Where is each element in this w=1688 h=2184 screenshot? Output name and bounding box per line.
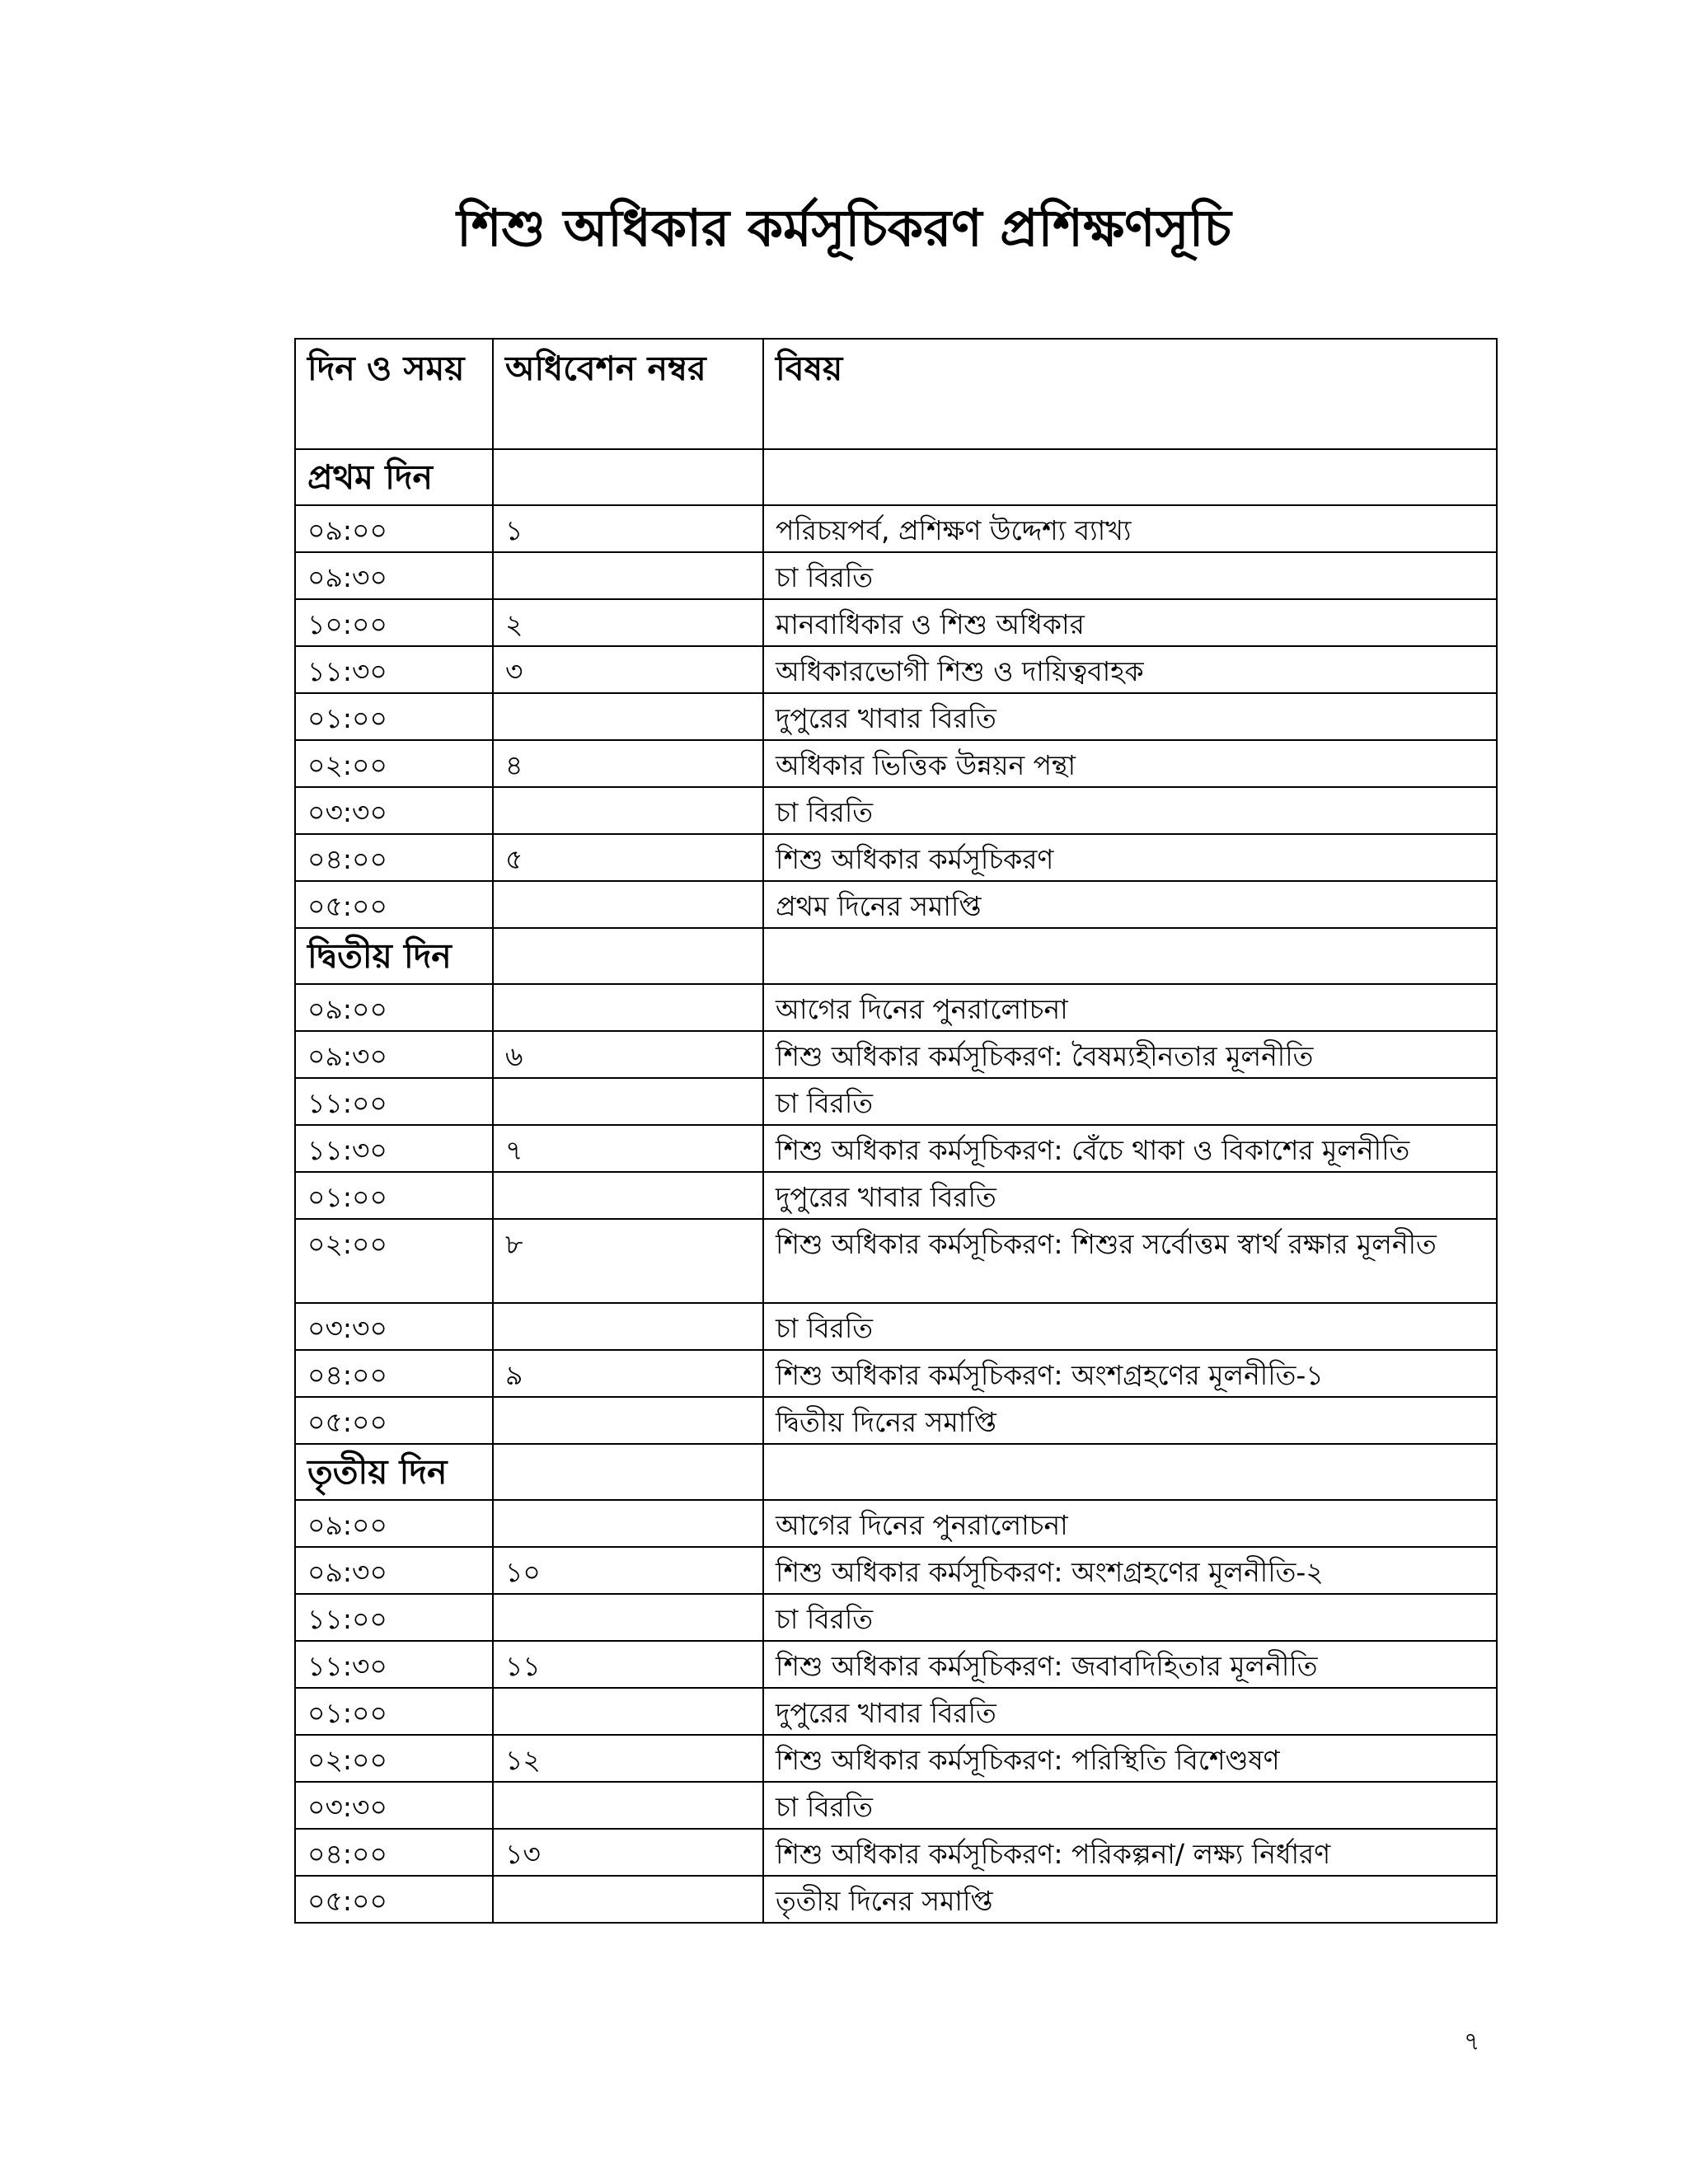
time-cell: ০৪:০০ [295, 1829, 493, 1876]
topic-cell: শিশু অধিকার কর্মসূচিকরণ: পরিস্থিতি বিশেণ্ডষণ [763, 1735, 1497, 1782]
topic-cell: তৃতীয় দিনের সমাপ্তি [763, 1876, 1497, 1923]
table-row [295, 1688, 1497, 1735]
session-number-cell [493, 1397, 763, 1444]
topic-cell: চা বিরতি [763, 1782, 1497, 1829]
empty-cell [493, 449, 763, 505]
time-cell: ০৩:৩০ [295, 1303, 493, 1350]
schedule-table-body [295, 339, 1497, 1923]
topic-cell: দুপুরের খাবার বিরতি [763, 1688, 1497, 1735]
table-row [295, 1782, 1497, 1829]
topic-cell: মানবাধিকার ও শিশু অধিকার [763, 599, 1497, 646]
header-day-time: দিন ও সময় [295, 339, 493, 449]
time-cell: ০৫:০০ [295, 1876, 493, 1923]
time-cell: ০২:০০ [295, 1735, 493, 1782]
session-number-cell: ৭ [493, 1125, 763, 1172]
table-row [295, 1735, 1497, 1782]
topic-cell: শিশু অধিকার কর্মসূচিকরণ: বেঁচে থাকা ও বিকাশের মূলনীতি [763, 1125, 1497, 1172]
time-cell: ১১:৩০ [295, 646, 493, 693]
empty-cell [493, 1444, 763, 1500]
session-number-cell [493, 1688, 763, 1735]
table-row [295, 1172, 1497, 1219]
day-label: প্রথম দিন [295, 449, 493, 505]
header-session-number: অধিবেশন নম্বর [493, 339, 763, 449]
time-cell: ০৫:০০ [295, 881, 493, 928]
table-row [295, 984, 1497, 1031]
topic-cell: শিশু অধিকার কর্মসূচিকরণ: অংশগ্রহণের মূলনীতি-২ [763, 1547, 1497, 1594]
table-row [295, 787, 1497, 834]
session-number-cell [493, 552, 763, 599]
topic-cell: শিশু অধিকার কর্মসূচিকরণ: বৈষম্যহীনতার মূলনীতি [763, 1031, 1497, 1078]
topic-cell: অধিকারভোগী শিশু ও দায়িত্ববাহক [763, 646, 1497, 693]
table-row [295, 834, 1497, 881]
topic-cell: চা বিরতি [763, 1078, 1497, 1125]
empty-cell [493, 928, 763, 984]
day-heading-row [295, 1444, 1497, 1500]
header-topic: বিষয় [763, 339, 1497, 449]
empty-cell [763, 449, 1497, 505]
table-row [295, 1829, 1497, 1876]
table-row [295, 740, 1497, 787]
table-header-row [295, 339, 1497, 449]
topic-cell: দুপুরের খাবার বিরতি [763, 693, 1497, 740]
table-row [295, 552, 1497, 599]
session-number-cell: ৮ [493, 1219, 763, 1303]
topic-cell: চা বিরতি [763, 552, 1497, 599]
session-number-cell [493, 1303, 763, 1350]
topic-cell: শিশু অধিকার কর্মসূচিকরণ [763, 834, 1497, 881]
session-number-cell: ৪ [493, 740, 763, 787]
time-cell: ০৯:০০ [295, 505, 493, 552]
time-cell: ০৯:৩০ [295, 1031, 493, 1078]
topic-cell: দ্বিতীয় দিনের সমাপ্তি [763, 1397, 1497, 1444]
table-row [295, 1547, 1497, 1594]
training-schedule-table [294, 338, 1498, 1924]
topic-cell: দুপুরের খাবার বিরতি [763, 1172, 1497, 1219]
session-number-cell [493, 1172, 763, 1219]
session-number-cell [493, 787, 763, 834]
time-cell: ১১:৩০ [295, 1641, 493, 1688]
session-number-cell [493, 881, 763, 928]
topic-cell: আগের দিনের পুনরালোচনা [763, 984, 1497, 1031]
day-label: দ্বিতীয় দিন [295, 928, 493, 984]
time-cell: ০১:০০ [295, 1172, 493, 1219]
page-title: শিশু অধিকার কর্মসূচিকরণ প্রশিক্ষণসূচি [457, 198, 1231, 258]
topic-cell: শিশু অধিকার কর্মসূচিকরণ: অংশগ্রহণের মূলনীতি-১ [763, 1350, 1497, 1397]
time-cell: ০১:০০ [295, 693, 493, 740]
topic-cell: চা বিরতি [763, 787, 1497, 834]
table-row [295, 1303, 1497, 1350]
table-row [295, 599, 1497, 646]
session-number-cell: ৫ [493, 834, 763, 881]
session-number-cell [493, 984, 763, 1031]
session-number-cell [493, 1500, 763, 1547]
session-number-cell [493, 1876, 763, 1923]
topic-cell: পরিচয়পর্ব, প্রশিক্ষণ উদ্দেশ্য ব্যাখ্য [763, 505, 1497, 552]
table-row [295, 1594, 1497, 1641]
session-number-cell [493, 1078, 763, 1125]
table-row [295, 1500, 1497, 1547]
table-row [295, 1031, 1497, 1078]
table-row [295, 646, 1497, 693]
table-row [295, 1125, 1497, 1172]
time-cell: ০৯:০০ [295, 1500, 493, 1547]
session-number-cell: ১২ [493, 1735, 763, 1782]
time-cell: ০৩:৩০ [295, 1782, 493, 1829]
day-heading-row [295, 449, 1497, 505]
empty-cell [763, 1444, 1497, 1500]
topic-cell: আগের দিনের পুনরালোচনা [763, 1500, 1497, 1547]
time-cell: ০২:০০ [295, 740, 493, 787]
time-cell: ০৪:০০ [295, 834, 493, 881]
session-number-cell: ৩ [493, 646, 763, 693]
table-row [295, 1641, 1497, 1688]
session-number-cell: ২ [493, 599, 763, 646]
time-cell: ১১:০০ [295, 1594, 493, 1641]
empty-cell [763, 928, 1497, 984]
table-row [295, 1350, 1497, 1397]
session-number-cell: ৬ [493, 1031, 763, 1078]
session-number-cell: ১ [493, 505, 763, 552]
page-number: ৭ [1464, 2027, 1480, 2056]
table-row [295, 693, 1497, 740]
session-number-cell: ৯ [493, 1350, 763, 1397]
topic-cell: অধিকার ভিত্তিক উন্নয়ন পন্থা [763, 740, 1497, 787]
time-cell: ১১:০০ [295, 1078, 493, 1125]
time-cell: ১১:৩০ [295, 1125, 493, 1172]
topic-cell: শিশু অধিকার কর্মসূচিকরণ: পরিকল্পনা/ লক্ষ্য নির্ধারণ [763, 1829, 1497, 1876]
topic-cell: চা বিরতি [763, 1303, 1497, 1350]
topic-cell: শিশু অধিকার কর্মসূচিকরণ: শিশুর সর্বোত্তম স্বার্থ রক্ষার মূলনীত [763, 1219, 1497, 1303]
topic-cell: চা বিরতি [763, 1594, 1497, 1641]
topic-cell: শিশু অধিকার কর্মসূচিকরণ: জবাবদিহিতার মূলনীতি [763, 1641, 1497, 1688]
table-row [295, 1876, 1497, 1923]
day-label: তৃতীয় দিন [295, 1444, 493, 1500]
time-cell: ০৯:৩০ [295, 1547, 493, 1594]
table-row [295, 505, 1497, 552]
time-cell: ১০:০০ [295, 599, 493, 646]
session-number-cell: ১১ [493, 1641, 763, 1688]
session-number-cell: ১৩ [493, 1829, 763, 1876]
day-heading-row [295, 928, 1497, 984]
time-cell: ০৯:৩০ [295, 552, 493, 599]
time-cell: ০৫:০০ [295, 1397, 493, 1444]
time-cell: ০৪:০০ [295, 1350, 493, 1397]
session-number-cell [493, 1782, 763, 1829]
time-cell: ০৯:০০ [295, 984, 493, 1031]
time-cell: ০২:০০ [295, 1219, 493, 1303]
table-row [295, 881, 1497, 928]
table-row [295, 1397, 1497, 1444]
session-number-cell [493, 1594, 763, 1641]
time-cell: ০৩:৩০ [295, 787, 493, 834]
time-cell: ০১:০০ [295, 1688, 493, 1735]
table-row [295, 1219, 1497, 1303]
session-number-cell [493, 693, 763, 740]
topic-cell: প্রথম দিনের সমাপ্তি [763, 881, 1497, 928]
table-row [295, 1078, 1497, 1125]
session-number-cell: ১০ [493, 1547, 763, 1594]
